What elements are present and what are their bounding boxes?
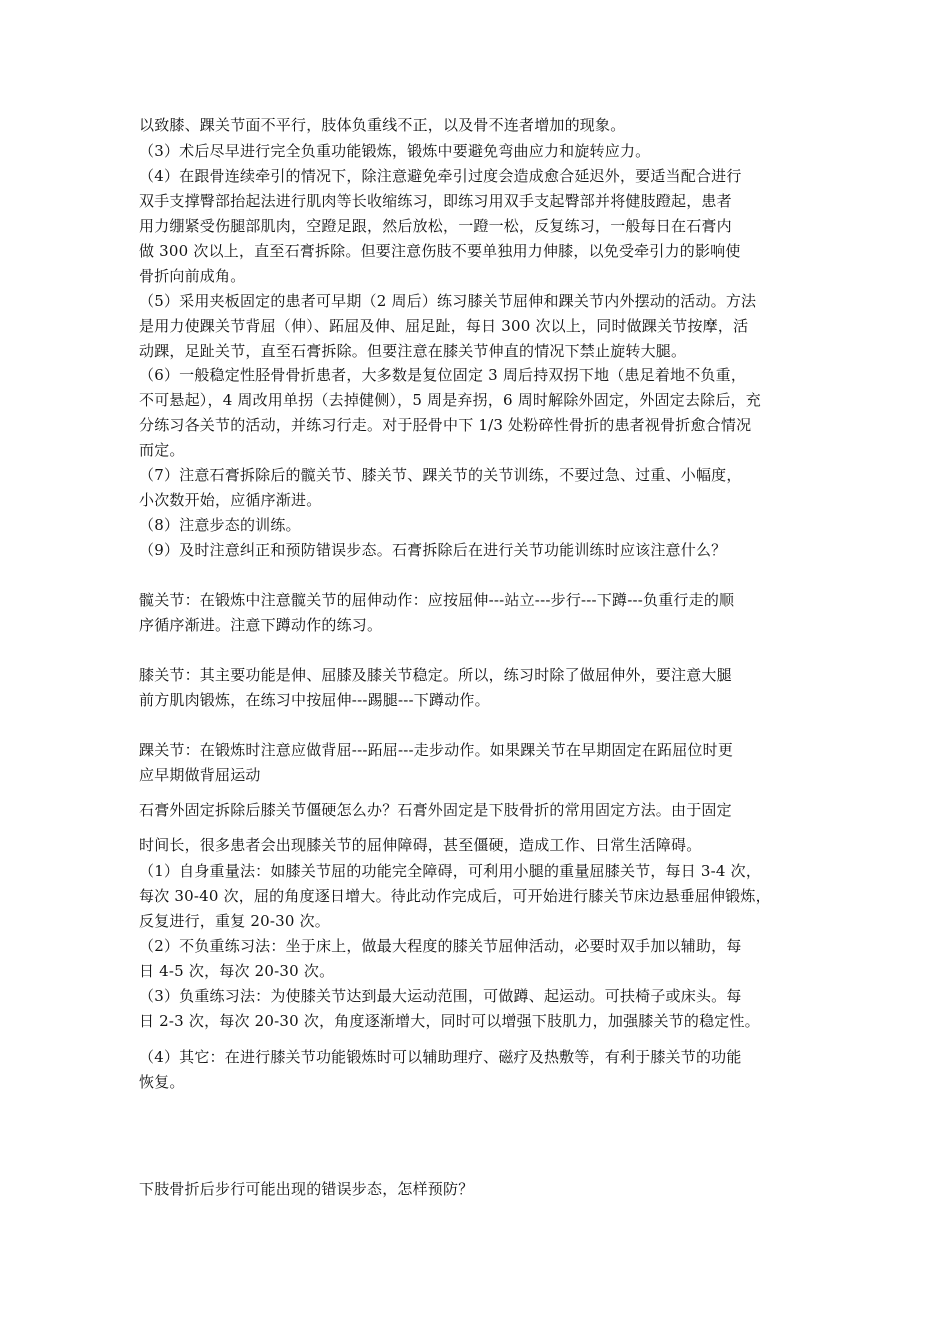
text-line: 骨折向前成角。 (139, 267, 246, 285)
text-line: 反复进行，重复 20-30 次。 (139, 912, 330, 930)
text-line: （3）负重练习法：为使膝关节达到最大运动范围，可做蹲、起运动。可扶椅子或床头。每 (139, 987, 742, 1005)
text-line: 双手支撑臀部抬起法进行肌肉等长收缩练习，即练习用双手支起臀部并将健肢蹬起，患者 (139, 192, 732, 210)
text-line: 前方肌肉锻炼，在练习中按屈伸---踢腿---下蹲动作。 (139, 691, 490, 709)
text-line: （1）自身重量法：如膝关节屈的功能完全障碍，可利用小腿的重量屈膝关节，每日 3-4 次， (139, 862, 762, 880)
text-line: （9）及时注意纠正和预防错误步态。石膏拆除后在进行关节功能训练时应该注意什么？ (139, 541, 727, 559)
section-knee: 膝关节：其主要功能是伸、屈膝及膝关节稳定。所以，练习时除了做屈伸外，要注意大腿 (139, 666, 732, 684)
text-line: 序循序渐进。注意下蹲动作的练习。 (139, 616, 383, 634)
text-line: 是用力使踝关节背屈（伸）、跖屈及伸、屈足趾，每日 300 次以上，同时做踝关节按摩，活 (139, 317, 749, 335)
text-line: 恢复。 (139, 1073, 185, 1091)
text-line: 以致膝、踝关节面不平行，肢体负重线不正，以及骨不连者增加的现象。 (139, 116, 626, 134)
text-line: （3）术后尽早进行完全负重功能锻炼，锻炼中要避免弯曲应力和旋转应力。 (139, 142, 651, 160)
text-line: （2）不负重练习法：坐于床上，做最大程度的膝关节屈伸活动，必要时双手加以辅助，每 (139, 937, 742, 955)
text-line: 时间长，很多患者会出现膝关节的屈伸障碍，甚至僵硬，造成工作、日常生活障碍。 (139, 836, 702, 854)
text-line: 应早期做背屈运动 (139, 766, 261, 784)
text-line: 用力绷紧受伤腿部肌肉，空蹬足跟，然后放松，一蹬一松，反复练习，一般每日在石膏内 (139, 217, 732, 235)
text-line: （5）采用夹板固定的患者可早期（2 周后）练习膝关节屈伸和踝关节内外摆动的活动。方法 (139, 292, 757, 310)
text-line: 不可悬起），4 周改用单拐（去掉健侧），5 周是弃拐，6 周时解除外固定，外固定去除后，充 (139, 391, 761, 409)
text-line: （7）注意石膏拆除后的髋关节、膝关节、踝关节的关节训练，不要过急、过重、小幅度， (139, 466, 742, 484)
section-hip: 髋关节：在锻炼中注意髋关节的屈伸动作：应按屈伸---站立---步行---下蹲---负重行走的顺 (139, 591, 735, 609)
text-line: （4）在跟骨连续牵引的情况下，除注意避免牵引过度会造成愈合延迟外，要适当配合进行 (139, 167, 742, 185)
text-line: 小次数开始，应循序渐进。 (139, 491, 322, 509)
text-line: （8）注意步态的训练。 (139, 516, 301, 534)
text-line: 日 4-5 次，每次 20-30 次。 (139, 962, 335, 980)
text-line: 做 300 次以上，直至石膏拆除。但要注意伤肢不要单独用力伸膝，以免受牵引力的影响使 (139, 242, 741, 260)
text-line: 每次 30-40 次，屈的角度逐日增大。待此动作完成后，可开始进行膝关节床边悬垂屈伸锻炼， (139, 887, 771, 905)
section-knee-stiffness: 石膏外固定拆除后膝关节僵硬怎么办？石膏外固定是下肢骨折的常用固定方法。由于固定 (139, 801, 732, 819)
text-line: （4）其它：在进行膝关节功能锻炼时可以辅助理疗、磁疗及热敷等，有利于膝关节的功能 (139, 1048, 742, 1066)
text-line: 日 2-3 次，每次 20-30 次，角度逐渐增大，同时可以增强下肢肌力，加强膝关节的稳定性。 (139, 1012, 760, 1030)
text-line: （6）一般稳定性胫骨骨折患者，大多数是复位固定 3 周后持双拐下地（患足着地不负重， (139, 366, 747, 384)
text-line: 而定。 (139, 441, 185, 459)
text-line: 动踝，足趾关节，直至石膏拆除。但要注意在膝关节伸直的情况下禁止旋转大腿。 (139, 342, 687, 360)
section-gait-question: 下肢骨折后步行可能出现的错误步态，怎样预防？ (139, 1180, 474, 1198)
text-line: 分练习各关节的活动，并练习行走。对于胫骨中下 1/3 处粉碎性骨折的患者视骨折愈合情况 (139, 416, 752, 434)
section-ankle: 踝关节：在锻炼时注意应做背屈---跖屈---走步动作。如果踝关节在早期固定在跖屈位时更 (139, 741, 734, 759)
